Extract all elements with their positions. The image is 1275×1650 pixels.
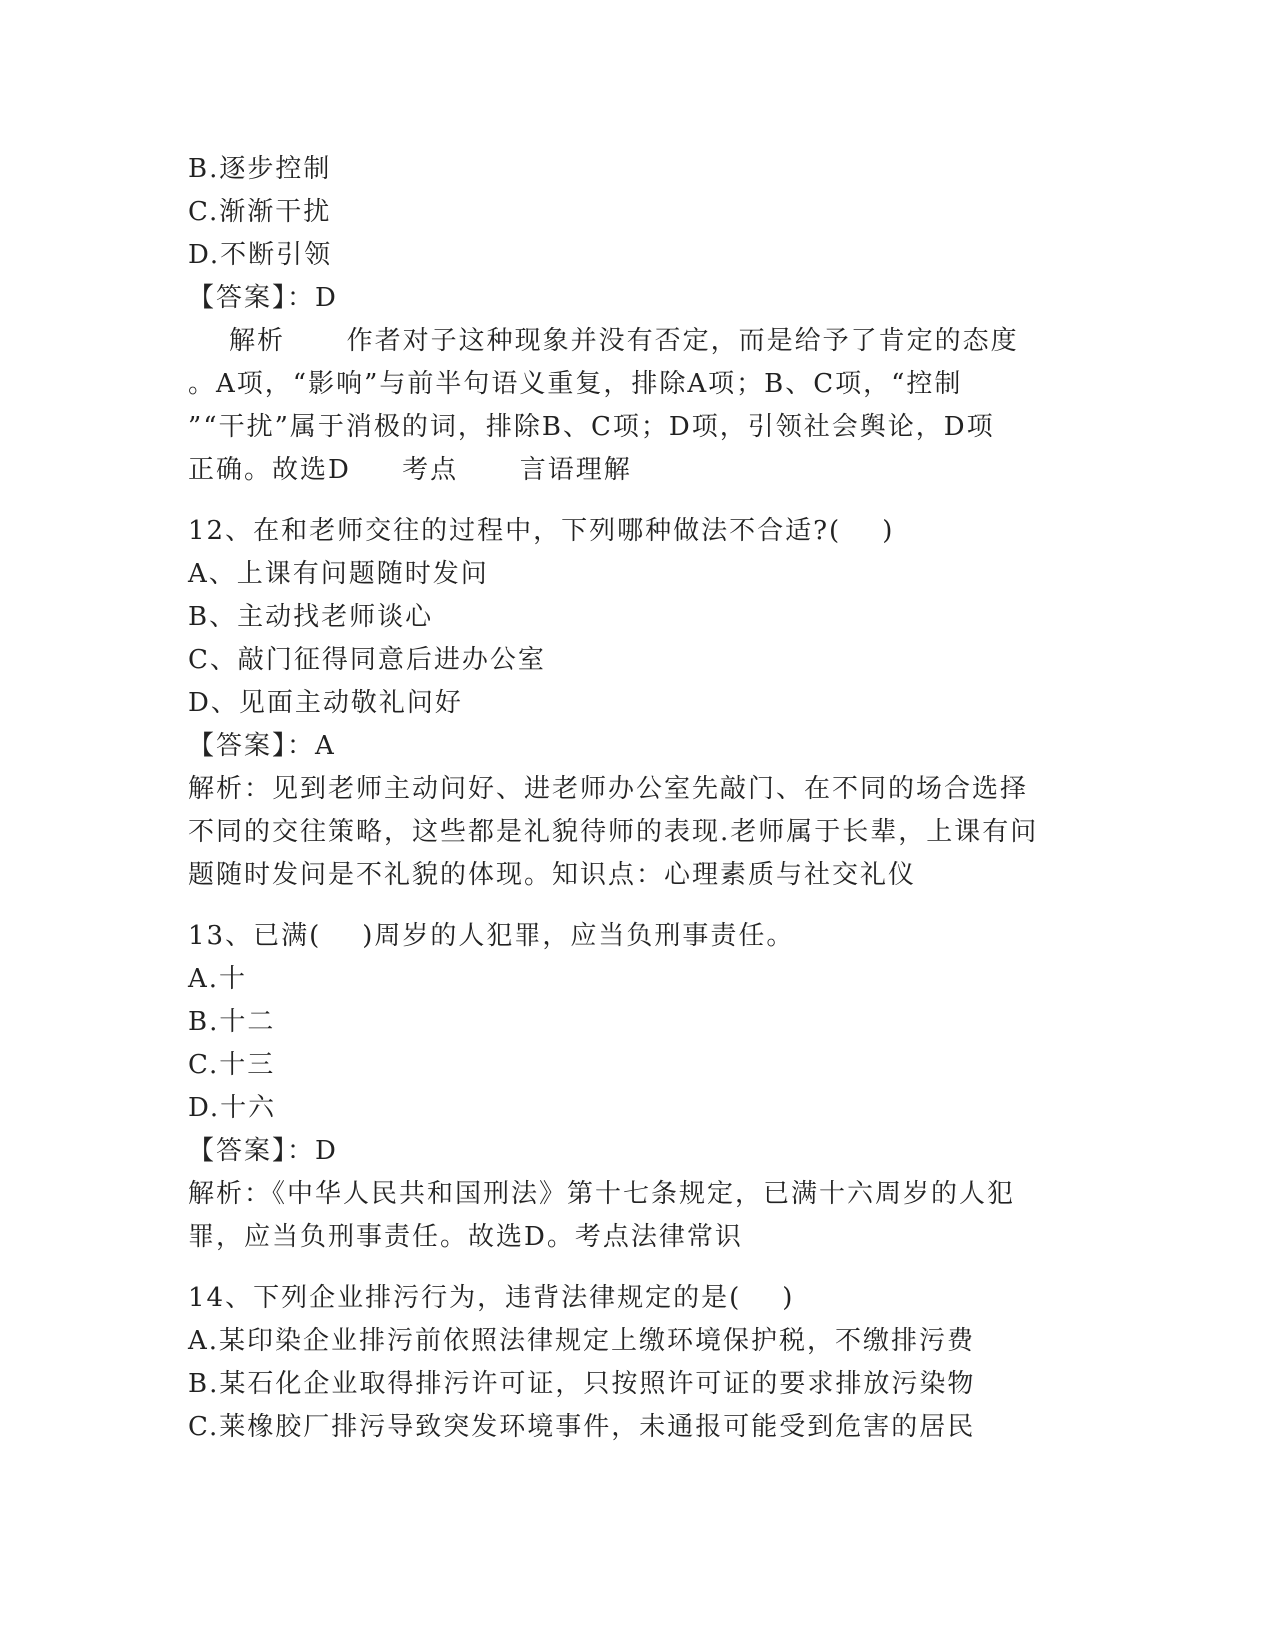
- option-d: D.不断引领: [188, 240, 333, 270]
- analysis-line: 。A项，“影响”与前半句语义重复，排除A项；B、C项，“控制: [188, 369, 963, 399]
- question-12: [188, 510, 1088, 897]
- option-b: B、主动找老师谈心: [188, 602, 434, 632]
- question-text: 14、下列企业排污行为，违背法律规定的是( ): [188, 1283, 795, 1313]
- question-13: [188, 915, 1088, 1259]
- option-d: D、见面主动敬礼问好: [188, 688, 463, 718]
- option-c: C.渐渐干扰: [188, 197, 332, 227]
- answer: 【答案】：A: [188, 731, 336, 761]
- option-b: B.某石化企业取得排污许可证，只按照许可证的要求排放污染物: [188, 1369, 976, 1399]
- option-a: A、上课有问题随时发问: [188, 559, 489, 589]
- question-text: 12、在和老师交往的过程中，下列哪种做法不合适?( ): [188, 516, 895, 546]
- answer: 【答案】：D: [188, 1136, 338, 1166]
- analysis-line: 不同的交往策略，这些都是礼貌待师的表现.老师属于长辈，上课有问: [188, 817, 1039, 847]
- analysis-line: ”“干扰”属于消极的词，排除B、C项；D项，引领社会舆论，D项: [188, 412, 995, 442]
- option-c: C.莱橡胶厂排污导致突发环境事件，未通报可能受到危害的居民: [188, 1412, 976, 1442]
- analysis-line: 罪，应当负刑事责任。故选D。考点法律常识: [188, 1222, 743, 1252]
- option-a: A.十: [188, 964, 248, 994]
- option-c: C.十三: [188, 1050, 276, 1080]
- analysis-line: 解析 作者对子这种现象并没有否定，而是给予了肯定的态度: [188, 326, 1019, 356]
- option-c: C、敲门征得同意后进办公室: [188, 645, 546, 675]
- question-14: [188, 1277, 1088, 1449]
- option-b: B.逐步控制: [188, 154, 332, 184]
- analysis-line: 正确。故选D 考点 言语理解: [188, 455, 632, 485]
- analysis-line: 解析：见到老师主动问好、进老师办公室先敲门、在不同的场合选择: [188, 774, 1029, 804]
- option-b: B.十二: [188, 1007, 276, 1037]
- answer: 【答案】：D: [188, 283, 338, 313]
- analysis-line: 解析：《中华人民共和国刑法》第十七条规定，已满十六周岁的人犯: [188, 1179, 1016, 1209]
- document-page: [188, 148, 1088, 1449]
- analysis-line: 题随时发问是不礼貌的体现。知识点：心理素质与社交礼仪: [188, 860, 917, 890]
- option-a: A.某印染企业排污前依照法律规定上缴环境保护税，不缴排污费: [188, 1326, 976, 1356]
- option-d: D.十六: [188, 1093, 277, 1123]
- question-11-continuation: [188, 148, 1088, 492]
- question-text: 13、已满( )周岁的人犯罪，应当负刑事责任。: [188, 921, 795, 951]
